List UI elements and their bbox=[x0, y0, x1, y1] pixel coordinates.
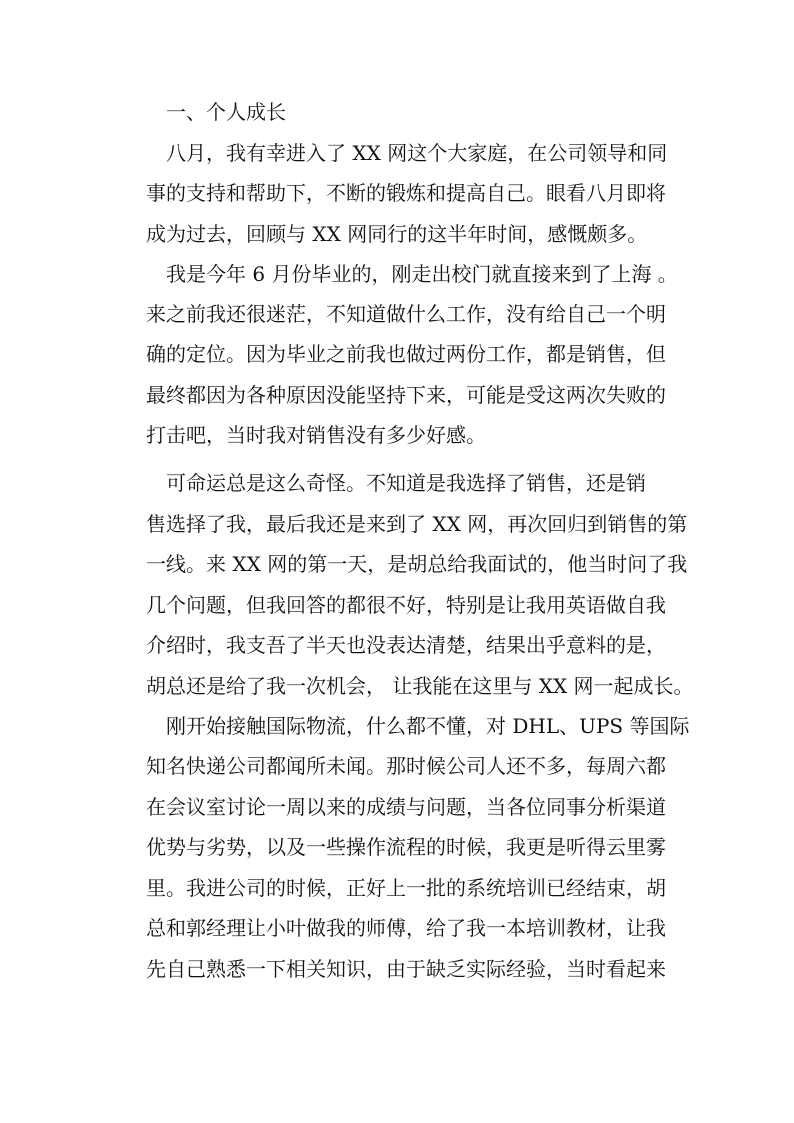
paragraph-line: 知名快递公司都闻所未闻。那时候公司人还不多，每周六都 bbox=[146, 754, 666, 778]
paragraph-line: 先自己熟悉一下相关知识，由于缺乏实际经验，当时看起来 bbox=[146, 957, 666, 981]
paragraph-line: 我是今年 6 月份毕业的，刚走出校门就直接来到了上海 。 bbox=[166, 262, 678, 286]
paragraph-line: 总和郭经理让小叶做我的师傅，给了我一本培训教材，让我 bbox=[146, 916, 666, 940]
paragraph-line: 优势与劣势，以及一些操作流程的时候，我更是听得云里雾 bbox=[146, 835, 666, 859]
paragraph-line: 一线。来 XX 网的第一天，是胡总给我面试的，他当时问了我 bbox=[146, 552, 688, 576]
paragraph-line: 成为过去，回顾与 XX 网同行的这半年时间，感慨颇多。 bbox=[146, 222, 648, 246]
paragraph-line: 售选择了我，最后我还是来到了 XX 网，再次回归到销售的第 bbox=[146, 512, 688, 536]
section-heading: 一、个人成长 bbox=[166, 100, 286, 124]
paragraph-line: 确的定位。因为毕业之前我也做过两份工作，都是销售，但 bbox=[146, 342, 666, 366]
paragraph-line: 最终都因为各种原因没能坚持下来，可能是受这两次失败的 bbox=[146, 383, 666, 407]
paragraph-line: 打击吧，当时我对销售没有多少好感。 bbox=[146, 423, 486, 447]
paragraph-line: 里。我进公司的时候，正好上一批的系统培训已经结束，胡 bbox=[146, 876, 666, 900]
paragraph-line: 几个问题，但我回答的都很不好，特别是让我用英语做自我 bbox=[146, 593, 666, 617]
paragraph-line: 可命运总是这么奇怪。不知道是我选择了销售，还是销 bbox=[166, 471, 646, 495]
paragraph-line: 介绍时，我支吾了半天也没表达清楚，结果出乎意料的是， bbox=[146, 633, 666, 657]
paragraph-line: 胡总还是给了我一次机会， 让我能在这里与 XX 网一起成长。 bbox=[146, 674, 694, 698]
paragraph-line: 在会议室讨论一周以来的成绩与问题，当各位同事分析渠道 bbox=[146, 795, 666, 819]
paragraph-line: 八月，我有幸进入了 XX 网这个大家庭，在公司领导和同 bbox=[166, 141, 668, 165]
paragraph-line: 来之前我还很迷茫，不知道做什么工作，没有给自己一个明 bbox=[146, 302, 666, 326]
paragraph-line: 事的支持和帮助下，不断的锻炼和提高自己。眼看八月即将 bbox=[146, 181, 666, 205]
paragraph-line: 刚开始接触国际物流，什么都不懂，对 DHL、UPS 等国际 bbox=[166, 714, 690, 738]
